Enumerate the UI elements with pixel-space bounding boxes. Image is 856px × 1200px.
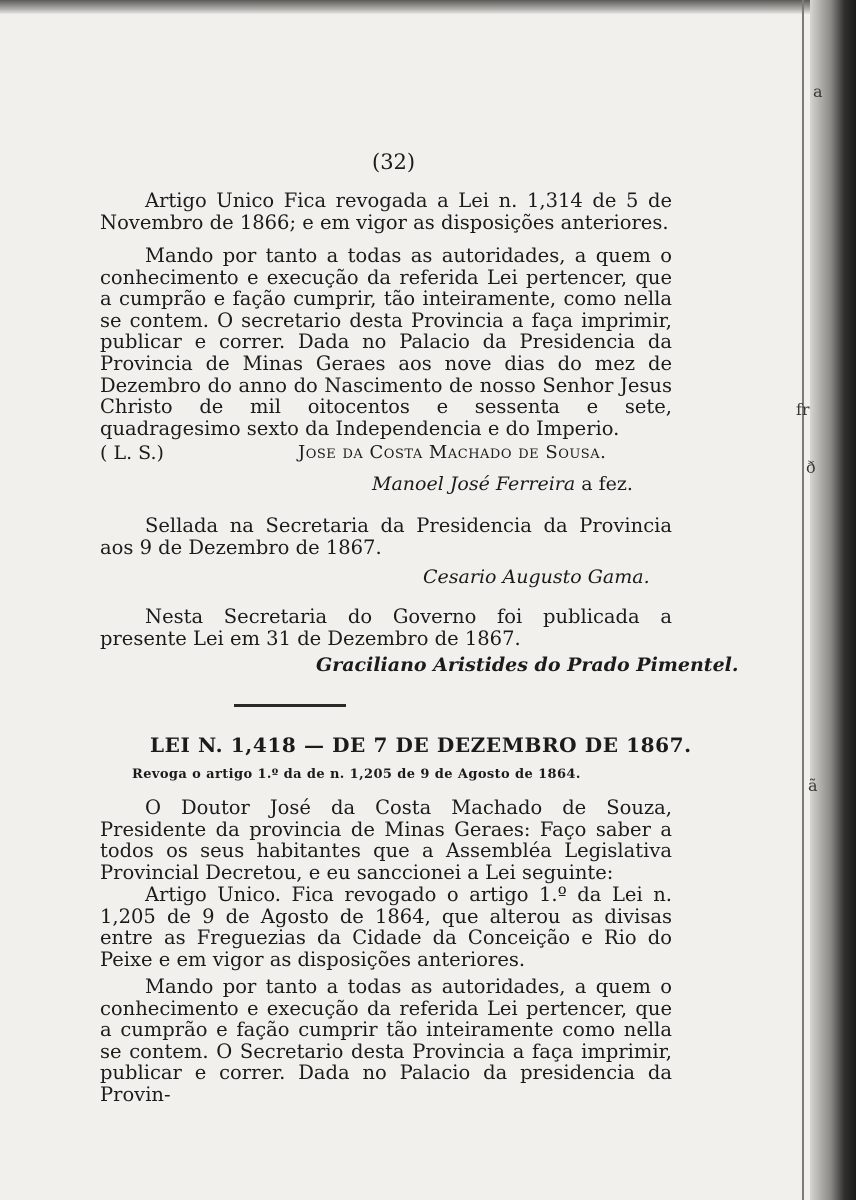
second-mando-text: Mando por tanto a todas as autoridades, a quem o conhecimento e execução da referida Lei pertencer, que a cumprão e fação cumprir tão inteiramente como nella se contem. O Secretario desta Provincia a faça imprimir, publicar e correr. Dada no Palacio da presidencia da Provin- [100, 975, 672, 1106]
sealed-text: Sellada na Secretaria da Presidencia da Provincia aos 9 de Dezembro de 1867. [100, 514, 672, 559]
margin-mark: ã [808, 776, 818, 795]
published-block [100, 606, 672, 649]
signatory: Jose da Costa Machado de Sousa. [298, 442, 607, 463]
margin-mark: ð [806, 458, 816, 477]
scan-right-edge [810, 0, 856, 1200]
second-mando [100, 976, 672, 1106]
published-text: Nesta Secretaria do Governo foi publicada a presente Lei em 31 de Dezembro de 1867. [100, 605, 672, 650]
second-article [100, 884, 672, 970]
first-article-text: Artigo Unico Fica revogada a Lei n. 1,314 de 5 de Novembro de 1866; e em vigor as disposições anteriores. [100, 189, 672, 234]
clerk-name: Manoel José Ferreira [372, 473, 576, 495]
preamble [100, 797, 672, 883]
first-mando [100, 245, 672, 439]
margin-mark: a [813, 82, 823, 101]
preamble-text: O Doutor José da Costa Machado de Souza, Presidente da provincia de Minas Geraes: Faço saber a todos os seus habitantes que a Assembléa Legislativa Provincial Decretou, e eu sanccionei a Lei seguinte: [100, 796, 672, 884]
page-fold-line [802, 0, 804, 1200]
page-number: (32) [372, 150, 416, 174]
scan-top-edge [0, 0, 856, 14]
sealed-block [100, 515, 672, 558]
margin-mark: fr [796, 400, 810, 419]
clerk-line [372, 473, 633, 495]
second-article-text: Artigo Unico. Fica revogado o artigo 1.º da Lei n. 1,205 de 9 de Agosto de 1864, que alterou as divisas entre as Freguezias da Cidade da Conceição e Rio do Peixe e em vigor as disposições anteriores. [100, 883, 672, 971]
first-mando-text: Mando por tanto a todas as autoridades, a quem o conhecimento e execução da referida Lei pertencer, que a cumprão e fação cumprir, tão inteiramente, como nella se contem. O secretario desta Provincia a faça imprimir, publicar e correr. Dada no Palacio da Presidencia da Provincia de Minas Geraes aos nove dias do mez de Dezembro do anno do Nascimento de nosso Senhor Jesus Christo de mil oitocentos e sessenta e sete, quadragesimo sexto da Independencia e do Imperio. [100, 244, 672, 440]
seal: ( L. S.) [100, 442, 164, 464]
first-article [100, 190, 672, 233]
sealed-signature: Cesario Augusto Gama. [423, 566, 650, 588]
law-subtitle: Revoga o artigo 1.º da de n. 1,205 de 9 de Agosto de 1864. [132, 767, 581, 782]
published-signature: Graciliano Aristides do Prado Pimentel. [316, 654, 739, 676]
clerk-suffix: a fez. [581, 473, 633, 495]
law-title: LEI N. 1,418 — DE 7 DE DEZEMBRO DE 1867. [150, 733, 692, 757]
section-divider [234, 704, 346, 707]
